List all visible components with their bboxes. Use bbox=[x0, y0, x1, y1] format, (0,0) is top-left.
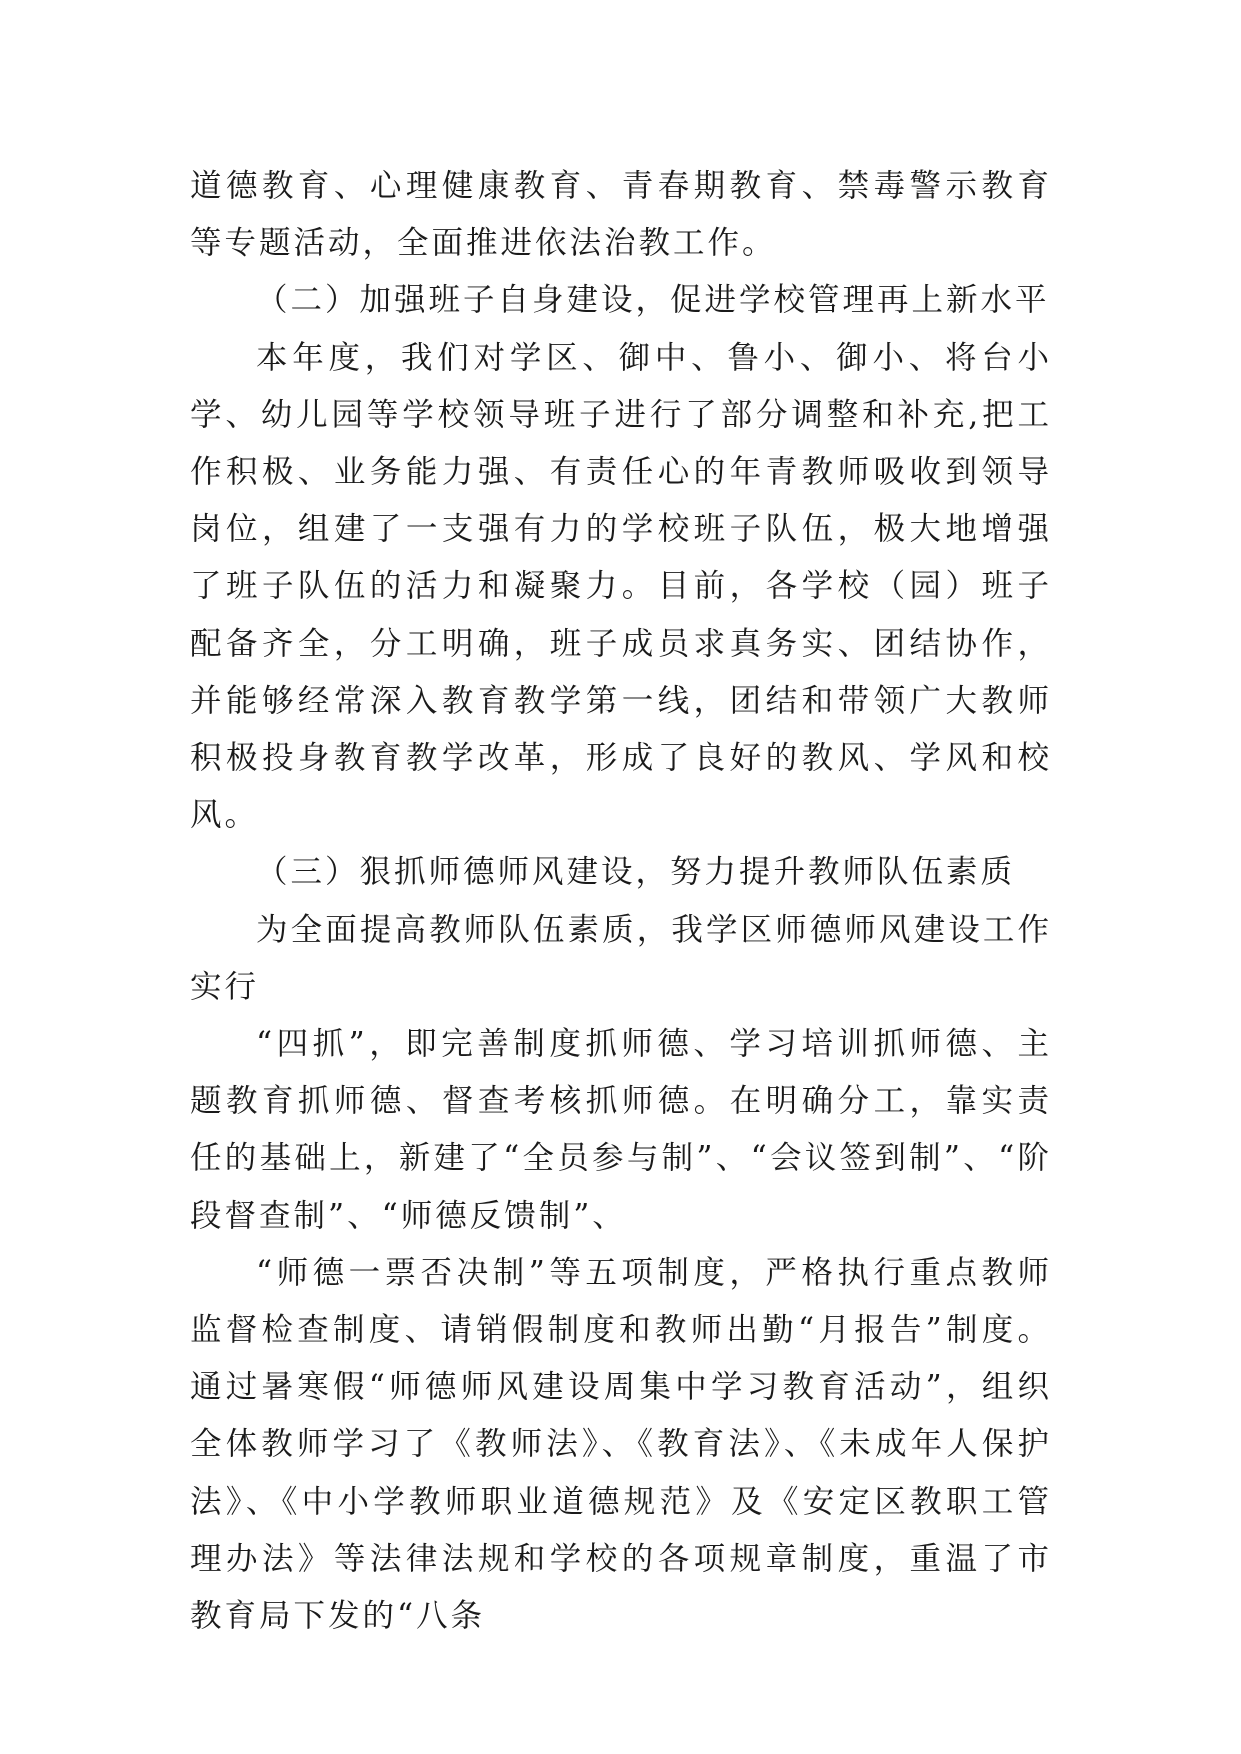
paragraph-continued: 道德教育、心理健康教育、青春期教育、禁毒警示教育等专题活动，全面推进依法治教工作。 bbox=[190, 168, 1052, 262]
section-heading-3: （三）狠抓师德师风建设，努力提升教师队伍素质 bbox=[256, 854, 1016, 891]
paragraph-teacher-quality: 为全面提高教师队伍素质，我学区师德师风建设工作实行 bbox=[190, 911, 1052, 1005]
document-body bbox=[190, 158, 1052, 1645]
section-heading-2: （二）加强班子自身建设，促进学校管理再上新水平 bbox=[256, 282, 1050, 319]
paragraph-four-measures: “四抓”，即完善制度抓师德、学习培训抓师德、主题教育抓师德、督查考核抓师德。在明确分工，靠实责任的基础上，新建了“全员参与制”、“会议签到制”、“阶段督查制”、“师德反馈制”、 bbox=[190, 1026, 1052, 1234]
paragraph-five-systems: “师德一票否决制”等五项制度，严格执行重点教师监督检查制度、请销假制度和教师出勤“月报告”制度。通过暑寒假“师德师风建设周集中学习教育活动”，组织全体教师学习了《教师法》、《教育法》、《未成年人保护法》、《中小学教师职业道德规范》及《安定区教职工管理办法》等法律法规和学校的各项规章制度，重温了市教育局下发的“八条 bbox=[190, 1254, 1052, 1635]
paragraph-leadership: 本年度，我们对学区、御中、鲁小、御小、将台小学、幼儿园等学校领导班子进行了部分调整和补充,把工作积极、业务能力强、有责任心的年青教师吸收到领导岗位，组建了一支强有力的学校班子队伍，极大地增强了班子队伍的活力和凝聚力。目前，各学校（园）班子配备齐全，分工明确，班子成员求真务实、团结协作，并能够经常深入教育教学第一线，团结和带领广大教师积极投身教育教学改革，形成了良好的教风、学风和校风。 bbox=[190, 339, 1052, 834]
